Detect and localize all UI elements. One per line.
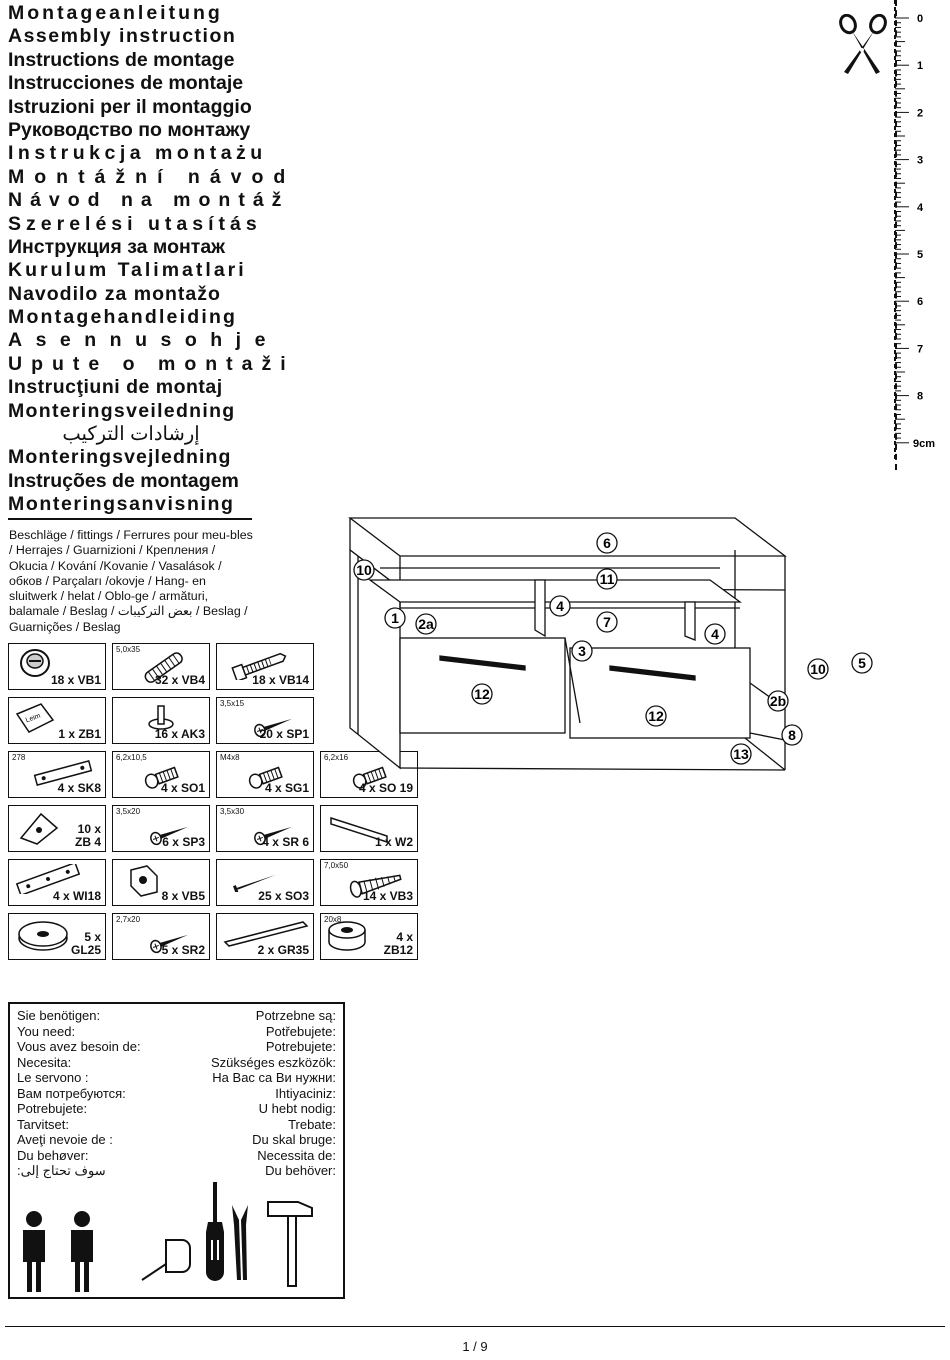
need-line: Sie benötigen: bbox=[17, 1008, 101, 1023]
ruler-label: 0 bbox=[917, 13, 924, 25]
ruler-label: 5 bbox=[917, 249, 924, 261]
fitting-quantity: 1 x ZB1 bbox=[58, 727, 101, 741]
glue-icon bbox=[13, 700, 57, 736]
svg-text:13: 13 bbox=[733, 746, 749, 762]
need-line: U hebt nodig: bbox=[258, 1101, 336, 1116]
title-line: Monteringsveiledning bbox=[8, 399, 236, 422]
glide-icon bbox=[15, 918, 71, 952]
fitting-ak3 bbox=[112, 697, 210, 744]
fitting-sr6 bbox=[216, 805, 314, 852]
title-line: Assembly instruction bbox=[8, 25, 237, 48]
part-callout bbox=[852, 653, 872, 673]
fitting-quantity: 25 x SO3 bbox=[258, 889, 309, 903]
fitting-sg1 bbox=[216, 751, 314, 798]
title-line: Instructions de montage bbox=[8, 48, 235, 71]
part-callout bbox=[597, 533, 617, 553]
fitting-quantity: 4 x SO 19 bbox=[358, 781, 413, 795]
svg-text:1: 1 bbox=[391, 610, 399, 626]
fitting-quantity: 5 x GL25 bbox=[70, 930, 101, 957]
part-callout bbox=[597, 612, 617, 632]
fitting-vb5 bbox=[112, 859, 210, 906]
two-persons-icon bbox=[20, 1210, 110, 1295]
ruler-label: 3 bbox=[917, 154, 924, 167]
fitting-quantity: 4 x SG1 bbox=[264, 781, 309, 795]
fitting-zb1 bbox=[8, 697, 106, 744]
title-line: Asennusohje bbox=[8, 329, 279, 352]
fitting-quantity: 4 x SO1 bbox=[160, 781, 205, 795]
fitting-so1 bbox=[112, 751, 210, 798]
title-line: Инструкция за монтаж bbox=[8, 235, 225, 258]
fitting-sk8 bbox=[8, 751, 106, 798]
fitting-quantity: 1 x W2 bbox=[374, 835, 413, 849]
fitting-sp1 bbox=[216, 697, 314, 744]
need-line: На Вас са Ви нужни: bbox=[212, 1070, 336, 1085]
title-line: Instrukcja montażu bbox=[8, 142, 267, 165]
ruler-label: 8 bbox=[917, 390, 924, 403]
connector-icon bbox=[127, 862, 161, 900]
svg-text:8: 8 bbox=[788, 727, 796, 743]
svg-text:4: 4 bbox=[711, 626, 719, 642]
fittings-intro: Beschläge / fittings / Ferrures pour meu-bles / Herrajes / Guarnizioni / Крепления / Okucia / Kování /Kovanie / Vasalások / обков / Parçaları /okovje / Hang- en sluitwerk / helat / Oblo-ge / armături, balamale / Beslag / بعض التركيبات / Beslag / Guarnições / Beslag bbox=[9, 528, 253, 634]
fitting-quantity: 10 x ZB 4 bbox=[74, 822, 101, 849]
fitting-dimension: 3,5x20 bbox=[116, 807, 141, 816]
svg-text:4: 4 bbox=[556, 598, 564, 614]
need-line: Du behøver: bbox=[17, 1147, 89, 1163]
need-line: Szükséges eszközök: bbox=[210, 1054, 336, 1070]
page-number: 1 / 9 bbox=[462, 1339, 488, 1354]
scissors-icon bbox=[836, 14, 888, 76]
fitting-dimension: 278 bbox=[12, 753, 26, 762]
part-callout bbox=[550, 596, 570, 616]
fitting-dimension: M4x8 bbox=[220, 753, 240, 762]
svg-text:10: 10 bbox=[810, 661, 826, 677]
part-callout bbox=[472, 684, 492, 704]
need-line: Le servono : bbox=[17, 1070, 89, 1085]
tools-needed-left bbox=[17, 1008, 141, 1179]
title-line: Návod na montáž bbox=[8, 189, 290, 212]
need-line: You need: bbox=[17, 1023, 76, 1039]
fitting-quantity: 18 x VB1 bbox=[50, 673, 101, 687]
title-line: Monteringsvejledning bbox=[8, 446, 232, 469]
fitting-quantity: 4 x SR 6 bbox=[262, 835, 309, 849]
fitting-w2 bbox=[320, 805, 418, 852]
tape-measure-icon bbox=[142, 1240, 190, 1280]
need-line: Tarvitset: bbox=[17, 1116, 70, 1132]
part-callout bbox=[572, 641, 592, 661]
ruler-label: 9cm bbox=[913, 437, 936, 450]
svg-text:6: 6 bbox=[603, 535, 611, 551]
svg-text:3: 3 bbox=[578, 643, 586, 659]
fitting-vb4 bbox=[112, 643, 210, 690]
title-line: Руководство по монтажу bbox=[8, 118, 251, 141]
fitting-vb1 bbox=[8, 643, 106, 690]
ruler-label: 4 bbox=[917, 201, 924, 214]
need-line: Potřebujete: bbox=[265, 1023, 336, 1039]
fitting-quantity: 4 x ZB12 bbox=[383, 930, 413, 957]
need-line: Du skal bruge: bbox=[252, 1132, 336, 1147]
fitting-dimension: 3,5x15 bbox=[220, 699, 245, 708]
part-callout bbox=[731, 744, 751, 764]
need-line: Trebate: bbox=[288, 1116, 336, 1132]
part-callout bbox=[354, 560, 374, 580]
part-callout bbox=[597, 569, 617, 589]
fitting-dimension: 6,2x10,5 bbox=[116, 753, 147, 762]
need-line: Ihtiyaciniz: bbox=[275, 1085, 336, 1101]
fitting-quantity: 16 x AK3 bbox=[154, 727, 205, 741]
tools-icons bbox=[140, 1180, 330, 1290]
fitting-dimension: 6,2x16 bbox=[324, 753, 349, 762]
need-line: Вам потребуются: bbox=[17, 1085, 126, 1101]
fitting-quantity: 6 x SP3 bbox=[162, 835, 205, 849]
ruler-label: 1 bbox=[917, 60, 924, 73]
part-callout bbox=[646, 706, 666, 726]
fitting-so3 bbox=[216, 859, 314, 906]
title-line: Montagehandleiding bbox=[8, 306, 238, 329]
svg-text:Leim: Leim bbox=[24, 712, 42, 725]
fitting-quantity: 4 x SK8 bbox=[57, 781, 101, 795]
svg-text:7: 7 bbox=[603, 614, 611, 630]
fitting-quantity: 8 x VB5 bbox=[161, 889, 205, 903]
fitting-zb12 bbox=[320, 913, 418, 960]
title-block bbox=[8, 2, 296, 517]
ruler-label: 2 bbox=[917, 107, 924, 120]
part-callout bbox=[782, 725, 802, 745]
part-callout bbox=[385, 608, 405, 628]
fitting-quantity: 4 x WI18 bbox=[52, 889, 101, 903]
ruler-label: 7 bbox=[917, 343, 924, 356]
svg-text:5: 5 bbox=[858, 655, 866, 671]
need-line: سوف تحتاج إلى: bbox=[17, 1163, 106, 1178]
title-line: إرشادات التركيب bbox=[62, 423, 200, 446]
fitting-gl25 bbox=[8, 913, 106, 960]
hammer-icon bbox=[268, 1202, 312, 1286]
footer-rule bbox=[5, 1326, 945, 1327]
screwdriver-icon bbox=[206, 1182, 224, 1281]
title-line: Instrucciones de montaje bbox=[8, 72, 244, 95]
fitting-quantity: 14 x VB3 bbox=[362, 889, 413, 903]
need-line: Aveţi nevoie de : bbox=[17, 1132, 113, 1147]
title-line: Montážní návod bbox=[8, 165, 296, 188]
pliers-icon bbox=[232, 1205, 248, 1280]
fitting-quantity: 18 x VB14 bbox=[252, 673, 309, 687]
svg-text:12: 12 bbox=[648, 708, 664, 724]
fitting-wi18 bbox=[8, 859, 106, 906]
fitting-quantity: 32 x VB4 bbox=[154, 673, 205, 687]
fitting-dimension: 20x8 bbox=[324, 915, 342, 924]
title-line: Upute o montaži bbox=[8, 352, 295, 375]
need-line: Potrebujete: bbox=[265, 1039, 336, 1054]
fitting-sp3 bbox=[112, 805, 210, 852]
fitting-dimension: 5,0x35 bbox=[116, 645, 141, 654]
title-line: Instruções de montagem bbox=[8, 469, 239, 492]
need-line: Necesita: bbox=[17, 1054, 72, 1070]
camlock-icon bbox=[15, 646, 55, 680]
centimeter-ruler bbox=[893, 0, 950, 470]
svg-text:2a: 2a bbox=[418, 616, 434, 632]
fitting-zb4 bbox=[8, 805, 106, 852]
fitting-quantity: 2 x GR35 bbox=[257, 943, 309, 957]
fitting-gr35 bbox=[216, 913, 314, 960]
part-callout bbox=[416, 614, 436, 634]
part-callout bbox=[705, 624, 725, 644]
svg-text:12: 12 bbox=[474, 686, 490, 702]
fitting-dimension: 7,0x50 bbox=[324, 861, 349, 870]
title-line: Kurulum Talimatlari bbox=[8, 259, 247, 282]
title-line: Istruzioni per il montaggio bbox=[8, 95, 252, 118]
title-line: Instrucţiuni de montaj bbox=[8, 376, 223, 399]
title-divider bbox=[8, 518, 252, 520]
ruler-label: 6 bbox=[917, 296, 924, 309]
fitting-vb3 bbox=[320, 859, 418, 906]
svg-text:11: 11 bbox=[599, 571, 615, 587]
need-line: Potrzebne są: bbox=[255, 1008, 336, 1023]
part-callout bbox=[808, 659, 828, 679]
fitting-dimension: 3,5x30 bbox=[220, 807, 245, 816]
title-line: Navodilo za montažo bbox=[8, 282, 221, 305]
fitting-sr2 bbox=[112, 913, 210, 960]
need-line: Potrebujete: bbox=[17, 1101, 88, 1116]
fitting-quantity: 5 x SR2 bbox=[161, 943, 205, 957]
need-line: Necessita de: bbox=[257, 1147, 336, 1163]
svg-text:10: 10 bbox=[356, 562, 372, 578]
tv-unit-drawing bbox=[340, 508, 910, 778]
title-line: Szerelési utasítás bbox=[8, 212, 262, 235]
need-line: Vous avez besoin de: bbox=[17, 1039, 141, 1054]
svg-text:2b: 2b bbox=[769, 693, 787, 709]
title-line: Monteringsanvisning bbox=[8, 493, 235, 516]
tools-needed-right bbox=[211, 1008, 336, 1179]
need-line: Du behöver: bbox=[265, 1163, 336, 1178]
part-callout bbox=[768, 691, 788, 711]
title-line: Montageanleitung bbox=[8, 2, 223, 24]
fitting-quantity: 20 x SP1 bbox=[259, 727, 309, 741]
fitting-dimension: 2,7x20 bbox=[116, 915, 141, 924]
fitting-vb14 bbox=[216, 643, 314, 690]
angle-icon bbox=[17, 808, 61, 848]
